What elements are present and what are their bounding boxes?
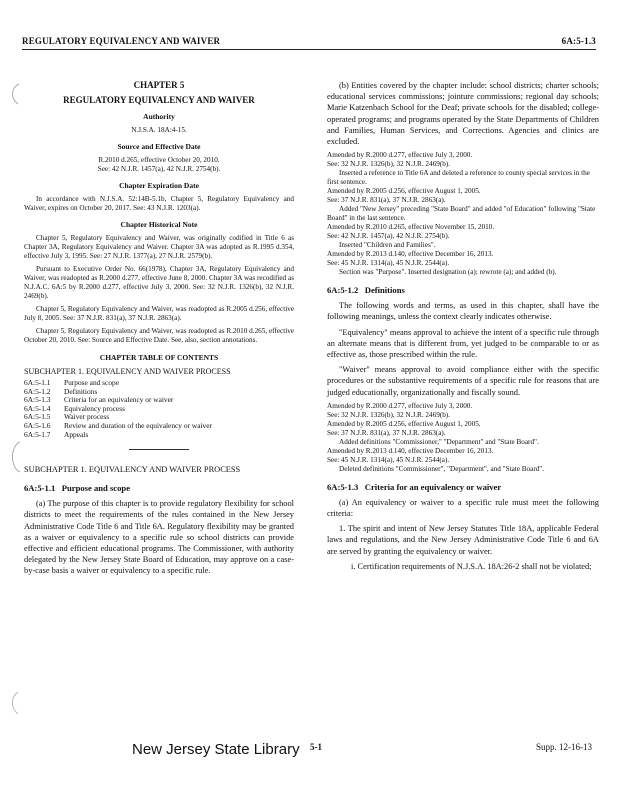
source-line: R.2010 d.265, effective October 20, 2010. — [98, 156, 220, 164]
note-line: Amended by R.2013 d.140, effective December 16, 2013. — [327, 250, 494, 259]
note-line: Amended by R.2000 d.277, effective July 3, 2000. — [327, 151, 473, 160]
left-column — [24, 80, 294, 581]
section-heading — [327, 285, 599, 295]
note-line: See: 45 N.J.R. 1314(a), 45 N.J.R. 2544(a). — [327, 455, 450, 464]
toc-entry-number: 6A:5-1.7 — [24, 429, 51, 439]
historical-paragraph: Chapter 5, Regulatory Equivalency and Waiver, was originally codified in Title 6 as Chapter 3A, Regulatory Equivalency and Waiver. Chapter 3A was adopted as R.1995 d.354, effective July 3, 1995. See: 27 N.J.R. 1377(a), 27 N.J.R. 2579(b). — [24, 234, 294, 260]
note-line: See: 32 N.J.R. 1326(b), 32 N.J.R. 2469(b). — [327, 160, 450, 169]
toc-subchapter: SUBCHAPTER 1. EQUIVALENCY AND WAIVER PROCESS — [24, 367, 231, 376]
note-line: See: 37 N.J.R. 831(a), 37 N.J.R. 2863(a). — [327, 196, 446, 205]
section-number: 6A:5-1.3 — [327, 481, 359, 492]
section-body: (a) The purpose of this chapter is to provide regulatory flexibility for school districts to meet the requirements of the rules contained in the New Jersey Administrative Code Title 6 and Title 6A. Regulatory flexibility may be granted as a waiver or equivalency to a specific rule so school districts can provide effective and efficient educational programs. The Commissioner, with authority delegated by the New Jersey State Board of Education, may approve on a case-by-case basis a waiver or equivalency to a specific rule. — [24, 499, 294, 576]
expiration-text: In accordance with N.J.S.A. 52:14B-5.1b, Chapter 5, Regulatory Equivalency and Waiver, expires on October 20, 2017. See: 43 N.J.R. 1203(a). — [24, 195, 294, 212]
toc-entry-number: 6A:5-1.1 — [24, 378, 51, 387]
historical-paragraph: Chapter 5, Regulatory Equivalency and Waiver, was readopted as R.2010 d.265, effective October 20, 2010. See: Source and Effective Date. See, also, section annotations. — [24, 327, 294, 344]
toc-entry[interactable] — [24, 379, 212, 388]
criteria-intro: (a) An equivalency or waiver to a specific rule must meet the following criteria: — [327, 497, 599, 519]
section-divider — [129, 449, 189, 450]
margin-circle-mark — [8, 440, 24, 474]
paragraph-b: (b) Entities covered by the chapter include: school districts; charter schools; educational services commissions; jointure commissions; regional day schools; Marie Katzenbach School for the Deaf; private schools for the disabled; college-operated programs; and programs operated by the State Departments of Children and Families, Human Services, and Corrections. Agencies and clinics are excluded. — [327, 81, 599, 147]
subchapter-heading: SUBCHAPTER 1. EQUIVALENCY AND WAIVER PROCESS — [24, 465, 241, 475]
note-line: Amended by R.2005 d.256, effective August 1, 2005. — [327, 419, 481, 428]
note-line: Amended by R.2013 d.140, effective December 16, 2013. — [327, 446, 494, 455]
section-number: 6A:5-1.1 — [24, 483, 56, 494]
running-header — [22, 36, 596, 46]
toc-entry-title: Equivalency process — [64, 403, 125, 413]
section-title: Definitions — [364, 285, 405, 296]
toc-entry-number: 6A:5-1.4 — [24, 403, 51, 413]
toc-entry-title: Criteria for an equivalency or waiver — [64, 395, 174, 405]
source-line: See: 42 N.J.R. 1457(a), 42 N.J.R. 2754(b). — [97, 165, 221, 173]
header-title: REGULATORY EQUIVALENCY AND WAIVER — [22, 36, 221, 46]
note-line: Deleted definitions "Commissioner", "Department", and "State Board". — [339, 464, 545, 473]
note-line: Section was "Purpose". Inserted designation (a); rewrote (a); and added (b). — [339, 268, 557, 277]
section-heading — [327, 482, 599, 492]
section-number: 6A:5-1.2 — [327, 285, 359, 296]
amendment-note — [327, 402, 599, 474]
historical-heading: Chapter Historical Note — [120, 220, 198, 229]
toc-entry-title: Purpose and scope — [64, 378, 120, 387]
criteria-item-1: 1. The spirit and intent of New Jersey Statutes Title 18A, applicable Federal laws and regulations, and the New Jersey Administrative Code Title 6 and 6A are served by granting the equivalency or waiver. — [327, 524, 599, 556]
toc-entry-number: 6A:5-1.5 — [24, 412, 51, 422]
note-line: Amended by R.2005 d.256, effective August 1, 2005. — [327, 187, 481, 196]
criteria-subitem-i: i. Certification requirements of N.J.S.A. 18A:26-2 shall not be violated; — [351, 561, 592, 571]
authority-heading: Authority — [143, 112, 175, 121]
section-heading — [24, 483, 294, 493]
toc-entry-title: Definitions — [64, 386, 98, 396]
chapter-number: CHAPTER 5 — [133, 80, 185, 90]
note-line: Inserted "Children and Families". — [339, 241, 436, 250]
note-line: Added "New Jersey" preceding "State Board" and added "of Education" following "State Board" in the last sentence. — [327, 205, 596, 223]
historical-paragraph: Chapter 5, Regulatory Equivalency and Waiver, was readopted as R.2005 d.256, effective July 8, 2005. See: 37 N.J.R. 831(a), 37 N.J.R. 2863(a). — [24, 305, 294, 322]
supplement-date: Supp. 12-16-13 — [536, 742, 592, 752]
note-line: Added definitions "Commissioner," "Department" and "State Board". — [339, 437, 539, 446]
right-column — [327, 80, 599, 576]
note-line: See: 42 N.J.R. 1457(a), 42 N.J.R. 2754(b). — [327, 232, 450, 241]
toc-entry-title: Appeals — [64, 429, 89, 439]
toc-entry[interactable] — [24, 431, 212, 440]
margin-mark — [6, 82, 22, 106]
section-title: Purpose and scope — [61, 483, 131, 494]
note-line: See: 37 N.J.R. 831(a), 37 N.J.R. 2863(a). — [327, 428, 446, 437]
authority-text: N.J.S.A. 18A:4-15. — [131, 126, 187, 134]
source-heading: Source and Effective Date — [117, 142, 201, 151]
toc-entry-number: 6A:5-1.3 — [24, 395, 51, 405]
amendment-note — [327, 151, 599, 277]
definition-waiver: "Waiver" means approval to avoid compliance either with the specific procedures or the substantive requirements of a specific rule for reasons that are judged educationally, organizationally and fiscally sound. — [327, 365, 599, 397]
note-line: See: 45 N.J.R. 1314(a), 45 N.J.R. 2544(a). — [327, 259, 450, 268]
toc-entry-number: 6A:5-1.6 — [24, 420, 51, 430]
library-watermark: New Jersey State Library — [132, 741, 300, 758]
toc-entry-title: Review and duration of the equivalency or waiver — [64, 420, 212, 430]
chapter-title: REGULATORY EQUIVALENCY AND WAIVER — [63, 95, 255, 105]
note-line: Amended by R.2010 d.265, effective November 15, 2010. — [327, 223, 495, 232]
note-line: See: 32 N.J.R. 1326(b), 32 N.J.R. 2469(b). — [327, 410, 450, 419]
header-section-number: 6A:5-1.3 — [561, 36, 596, 46]
note-line: Amended by R.2000 d.277, effective July 3, 2000. — [327, 401, 473, 410]
definitions-intro: The following words and terms, as used in this chapter, shall have the following meanings, unless the context clearly indicates otherwise. — [327, 301, 599, 322]
header-rule — [22, 49, 596, 50]
margin-mark — [6, 690, 22, 716]
note-line: Inserted a reference to Title 6A and deleted a reference to county special services in the first sentence. — [327, 169, 590, 187]
page-number: 5-1 — [310, 742, 322, 752]
toc-entry-number: 6A:5-1.2 — [24, 386, 51, 396]
expiration-heading: Chapter Expiration Date — [119, 181, 199, 190]
toc-heading: CHAPTER TABLE OF CONTENTS — [99, 353, 219, 362]
section-title: Criteria for an equivalency or waiver — [364, 481, 502, 492]
toc-entry-title: Waiver process — [64, 412, 110, 422]
definition-equivalency: "Equivalency" means approval to achieve the intent of a specific rule through an alternate means that is different from, yet judged to be comparable to or as effective as, those prescribed within the rule. — [327, 327, 599, 360]
historical-paragraph: Pursuant to Executive Order No. 66(1978), Chapter 3A, Regulatory Equivalency and Waiver, was readopted as R.2000 d.277, effective June 8, 2000. Chapter 3A was recodified as N.J.A.C. 6A:5 by R.2000 d.277, effective July 3, 2000. See: 32 N.J.R. 1326(b), 32 N.J.R. 2469(b). — [24, 265, 294, 300]
toc-table — [24, 379, 212, 439]
toc-entry[interactable] — [24, 405, 212, 414]
toc-entry[interactable] — [24, 422, 212, 431]
